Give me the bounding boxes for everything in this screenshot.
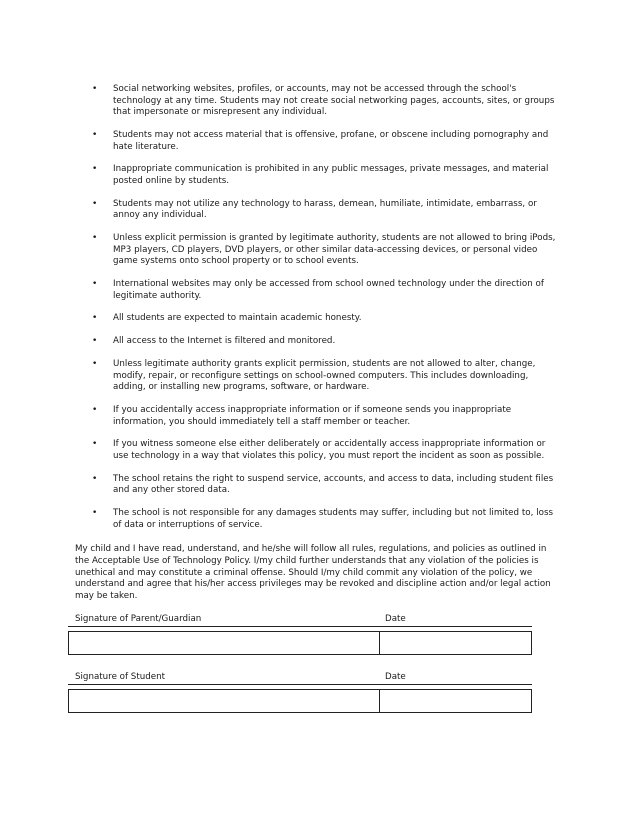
student-date-field[interactable] [380, 689, 532, 713]
student-date-label: Date [385, 672, 406, 682]
agreement-paragraph: My child and I have read, understand, and he/she will follow all rules, regulations, and policies as outlined in the Acceptable Use of Technology Policy. I/my child further understands that any violation of the policies is unethical and may constitute a criminal offense. Should I/my child commit any violation of the policy, we understand and agree that his/her access privileges may be revoked and discipline action and/or legal action may be taken. [75, 544, 551, 602]
bullet-icon: • [92, 279, 98, 290]
rule-text: International websites may only be accessed from school owned technology under the direction of legitimate authority. [113, 279, 544, 301]
list-item [0, 199, 638, 222]
student-signature-label: Signature of Student [75, 672, 166, 682]
list-item [0, 405, 638, 428]
rule-text: Unless legitimate authority grants explicit permission, students are not allowed to alter, change, modify, repair, or reconfigure settings on school-owned computers. This includes downloading, adding, or installing new programs, software, or hardware. [113, 359, 536, 393]
rule-text: All students are expected to maintain academic honesty. [113, 313, 362, 324]
parent-signature-labels [68, 614, 532, 627]
bullet-icon: • [92, 473, 98, 484]
student-signature-fields [68, 689, 532, 713]
list-item [0, 164, 638, 187]
bullet-icon: • [92, 404, 98, 415]
rule-text: Unless explicit permission is granted by legitimate authority, students are not allowed to bring iPods, MP3 players, CD players, DVD players, or other similar data-accessing devices, or personal video game systems onto school property or to school events. [113, 233, 556, 267]
bullet-icon: • [92, 336, 98, 347]
bullet-icon: • [92, 359, 98, 369]
rule-text: If you witness someone else either deliberately or accidentally access inappropriate information or use technology in a way that violates this policy, you must report the incident as soon as possible. [113, 439, 546, 461]
rule-text: Students may not access material that is offensive, profane, or obscene including pornography and hate literature. [113, 129, 549, 152]
bullet-icon: • [92, 439, 98, 450]
student-signature-section [68, 672, 532, 713]
rule-text: Inappropriate communication is prohibited in any public messages, private messages, and material posted online by students. [113, 164, 549, 186]
list-item [0, 439, 638, 462]
parent-signature-field[interactable] [68, 631, 380, 655]
list-item [0, 84, 638, 119]
list-item [0, 508, 638, 531]
rule-text: The school is not responsible for any damages students may suffer, including but not limited to, loss of data or interruptions of service. [113, 508, 554, 530]
bullet-icon: • [92, 508, 98, 519]
parent-date-field[interactable] [380, 631, 532, 655]
rule-text: Social networking websites, profiles, or accounts, may not be accessed through the school's technology at any time. Students may not create social networking pages, accounts, sites, or groups that impersonate or misrepresent any individual. [113, 84, 555, 118]
list-item [0, 336, 638, 348]
bullet-icon: • [92, 84, 98, 94]
rules-list [0, 84, 638, 542]
list-item [0, 130, 638, 153]
list-item [0, 313, 638, 325]
list-item [0, 233, 638, 268]
parent-signature-fields [68, 631, 532, 655]
rule-text: The school retains the right to suspend service, accounts, and access to data, including student files and any other stored data. [113, 473, 554, 496]
list-item [0, 359, 638, 394]
rule-text: Students may not utilize any technology to harass, demean, humiliate, intimidate, embarrass, or annoy any individual. [113, 198, 537, 221]
rule-text: If you accidentally access inappropriate information or if someone sends you inappropriate information, you should immediately tell a staff member or teacher. [113, 404, 512, 427]
bullet-icon: • [92, 313, 98, 324]
student-signature-labels [68, 672, 532, 685]
bullet-icon: • [92, 164, 98, 175]
bullet-icon: • [92, 198, 98, 209]
student-signature-field[interactable] [68, 689, 380, 713]
bullet-icon: • [92, 129, 98, 140]
parent-signature-label: Signature of Parent/Guardian [75, 614, 202, 624]
list-item [0, 279, 638, 302]
parent-date-label: Date [385, 614, 406, 624]
bullet-icon: • [92, 233, 98, 244]
list-item [0, 474, 638, 497]
rule-text: All access to the Internet is filtered and monitored. [113, 336, 336, 347]
parent-signature-section [68, 614, 532, 655]
